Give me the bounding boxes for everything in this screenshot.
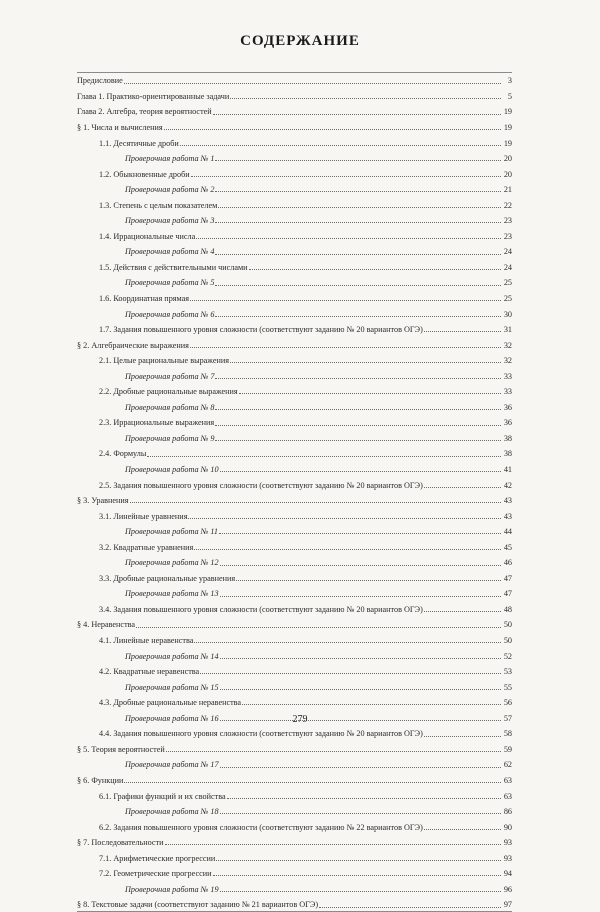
toc-entry-label: 1.3. Степень с целым показателем [99,200,218,210]
toc-entry-label: 6.1. Графики функций и их свойства [99,791,226,801]
dot-leader [166,750,501,752]
dot-leader [220,657,501,659]
toc-entry-label: 4.3. Дробные рациональные неравенства [99,698,242,708]
toc-entry [77,864,512,880]
toc-entry-label: 3.2. Квадратные уравнения [99,542,194,552]
toc-entry-label: 4.1. Линейные неравенства [99,636,194,646]
toc-entry [77,491,512,507]
toc-entry [77,693,512,709]
toc-entry-page: 31 [503,325,512,335]
dot-leader [215,159,501,161]
toc-entry-label: Проверочная работа № 9 [125,433,215,443]
toc-entry [77,771,512,787]
toc-entry-label: 2.3. Иррациональные выражения [99,418,215,428]
toc-entry-label: 1.4. Иррациональные числа [99,231,196,241]
toc-entry-label: Проверочная работа № 11 [125,527,218,537]
toc-entry [77,258,512,274]
toc-entry-label: 1.2. Обыкновенные дроби [99,169,190,179]
dot-leader [424,330,501,332]
toc-entry [77,569,512,585]
dot-leader [218,206,501,208]
toc-entry-label: Проверочная работа № 14 [125,651,219,661]
dot-leader [215,190,501,192]
toc-entry-work [77,802,512,818]
toc-entry [77,537,512,553]
toc-entry-page: 50 [503,636,512,646]
toc-entry-label: Глава 1. Практико-ориентированные задачи [77,91,230,101]
dot-leader [220,766,501,768]
toc-entry-page: 21 [503,185,512,195]
toc-entry-label: Глава 2. Алгебра, теория вероятностей [77,107,212,117]
dot-leader [200,672,501,674]
toc-entry-work [77,180,512,196]
dot-leader [136,626,501,628]
dot-leader [249,268,501,270]
toc-entry-page: 22 [503,200,512,210]
dot-leader [190,299,501,301]
toc-entry-work [77,460,512,476]
toc-entry-page: 90 [503,822,512,832]
toc-entry-work [77,273,512,289]
toc-entry-page: 55 [503,682,512,692]
toc-entry [77,740,512,756]
toc-entry [77,506,512,522]
toc-entry [77,413,512,429]
toc-entry [77,102,512,118]
toc-entry-page: 52 [503,651,512,661]
dot-leader [188,517,501,519]
toc-entry-label: Проверочная работа № 6 [125,309,215,319]
toc-entry-label: Проверочная работа № 16 [125,713,219,723]
toc-entry-work [77,211,512,227]
toc-entry-label: Проверочная работа № 4 [125,247,215,257]
toc-entry-page: 97 [503,900,512,910]
dot-leader [194,641,501,643]
dot-leader [219,532,501,534]
toc-entry-page: 63 [503,791,512,801]
toc-entry [77,786,512,802]
toc-entry-label: Проверочная работа № 5 [125,278,215,288]
toc-entry-work [77,242,512,258]
toc-entry-label: 7.1. Арифметические прогрессии [99,853,216,863]
toc-entry-page: 57 [503,713,512,723]
toc-entry-page: 43 [503,511,512,521]
toc-entry-page: 33 [503,371,512,381]
toc-entry-label: 3.3. Дробные рациональные уравнения [99,573,236,583]
toc-entry-label: 1.7. Задания повышенного уровня сложности (соответствуют заданию № 20 вариантов ОГЭ) [99,325,423,335]
dot-leader [236,579,501,581]
toc-entry-label: Проверочная работа № 1 [125,154,215,164]
dot-leader [213,874,502,876]
toc-entry-page: 38 [503,433,512,443]
toc-entry-page: 93 [503,853,512,863]
toc-entry-page: 20 [503,169,512,179]
toc-entry-label: § 3. Уравнения [77,496,129,506]
toc-entry-page: 44 [503,527,512,537]
toc-entry-page: 96 [503,884,512,894]
dot-leader [220,564,501,566]
toc-entry [77,320,512,336]
toc-entry [77,351,512,367]
toc-entry [77,817,512,833]
toc-entry-page: 48 [503,604,512,614]
dot-leader [424,610,501,612]
table-of-contents [77,71,512,911]
toc-entry-label: Предисловие [77,76,123,86]
toc-entry [77,895,512,911]
toc-entry-page: 86 [503,807,512,817]
dot-leader [124,82,501,84]
toc-entry-label: 3.4. Задания повышенного уровня сложности (соответствуют заданию № 20 вариантов ОГЭ) [99,604,423,614]
toc-entry-work [77,677,512,693]
dot-leader [124,781,501,783]
dot-leader [213,113,501,115]
dot-leader [220,470,501,472]
toc-entry-page: 36 [503,402,512,412]
toc-entry [77,87,512,103]
dot-leader [194,548,501,550]
dot-leader [230,361,501,363]
toc-entry-work [77,397,512,413]
toc-entry-page: 32 [503,356,512,366]
toc-entry-page: 53 [503,667,512,677]
toc-entry-label: 2.2. Дробные рациональные выражения [99,387,238,397]
dot-leader [180,144,501,146]
toc-entry-label: 4.4. Задания повышенного уровня сложности (соответствуют заданию № 20 вариантов ОГЭ) [99,729,423,739]
toc-entry [77,615,512,631]
toc-entry-page: 25 [503,294,512,303]
toc-entry-page: 19 [503,138,512,148]
toc-entry-work [77,304,512,320]
toc-entry-page: 43 [503,496,512,506]
toc-entry-page: 19 [503,122,512,132]
toc-entry-page: 47 [503,589,512,599]
dot-leader [220,595,501,597]
toc-entry-label: 6.2. Задания повышенного уровня сложности (соответствуют заданию № 22 вариантов ОГЭ) [99,822,423,832]
toc-entry [77,600,512,616]
toc-entry-label: § 2. Алгебраические выражения [77,340,189,350]
toc-entry-label: Проверочная работа № 7 [125,371,215,381]
toc-entry-work [77,584,512,600]
toc-entry-page: 47 [503,573,512,583]
toc-entry-work [77,755,512,771]
toc-entry-work [77,646,512,662]
toc-entry [77,848,512,864]
toc-entry-page: 56 [503,698,512,708]
toc-entry-page: 42 [503,480,512,490]
toc-entry-page: 41 [503,465,512,475]
toc-entry-page: 46 [503,558,512,568]
toc-entry-page: 23 [503,231,512,241]
dot-leader [220,812,501,814]
dot-leader [424,828,501,830]
toc-entry [77,382,512,398]
toc-entry-label: Проверочная работа № 18 [125,807,219,817]
toc-entry-page: 5 [507,91,512,101]
toc-entry-page: 38 [503,449,512,459]
toc-entry-work [77,366,512,382]
toc-entry-page: 59 [503,744,512,754]
toc-entry [77,833,512,849]
toc-entry-label: 1.1. Десятичные дроби [99,138,179,148]
toc-entry-page: 30 [503,309,512,319]
toc-entry-label: Проверочная работа № 2 [125,185,215,195]
dot-leader [215,253,501,255]
toc-entry-page: 50 [503,620,512,630]
toc-entry-page: 62 [503,760,512,770]
dot-leader [215,315,501,317]
dot-leader [242,703,501,705]
toc-entry-label: Проверочная работа № 19 [125,884,219,894]
toc-entry-work [77,149,512,165]
toc-entry [77,164,512,180]
toc-entry-page: 25 [503,278,512,288]
dot-leader [216,859,501,861]
dot-leader [165,843,501,845]
toc-entry-page: 45 [503,542,512,552]
toc-entry-page: 20 [503,154,512,164]
toc-entry [77,226,512,242]
toc-entry-work [77,879,512,895]
toc-entry-page: 33 [503,387,512,397]
dot-leader [215,408,501,410]
toc-entry [77,71,512,87]
toc-entry-work [77,553,512,569]
dot-leader [196,237,501,239]
dot-leader [220,890,501,892]
toc-entry-work [77,429,512,445]
toc-entry-label: Проверочная работа № 8 [125,402,215,412]
toc-entry-label: § 5. Теория вероятностей [77,744,165,754]
toc-entry-page: 19 [503,107,512,117]
toc-entry-page: 24 [503,247,512,257]
toc-entry-page: 36 [503,418,512,428]
toc-entry-label: § 6. Функции [77,775,124,785]
toc-entry [77,631,512,647]
dot-leader [230,97,501,99]
toc-entry-page: 24 [503,262,512,272]
toc-entry-label: Проверочная работа № 3 [125,216,215,226]
dot-leader [215,221,501,223]
dot-leader [215,284,501,286]
toc-entry-label: Проверочная работа № 17 [125,760,219,770]
toc-entry-label: 1.6. Координатная прямая [99,294,190,303]
toc-entry-page: 94 [503,869,512,879]
toc-entry-label: 3.1. Линейные уравнения [99,511,188,521]
dot-leader [215,439,501,441]
toc-entry-label: § 1. Числа и вычисления [77,122,163,132]
toc-entry [77,118,512,134]
dot-leader [220,688,501,690]
toc-entry-label: Проверочная работа № 12 [125,558,219,568]
toc-entry-label: § 4. Неравенства [77,620,136,630]
toc-entry [77,724,512,740]
toc-entry-label: Проверочная работа № 10 [125,465,219,475]
toc-entry-page: 63 [503,775,512,785]
dot-leader [319,906,501,908]
toc-entry [77,444,512,460]
dot-leader [191,175,501,177]
toc-entry-label: Проверочная работа № 15 [125,682,219,692]
toc-entry-page: 93 [503,838,512,848]
dot-leader [190,346,501,348]
dot-leader [424,735,501,737]
page-number: 279 [292,714,308,725]
dot-leader [147,455,501,457]
toc-entry-page: 58 [503,729,512,739]
dot-leader [215,377,501,379]
toc-entry [77,289,512,305]
toc-entry-page: 32 [503,340,512,350]
toc-entry-label: § 7. Последовательности [77,838,164,848]
toc-entry-label: Проверочная работа № 13 [125,589,219,599]
toc-entry [77,475,512,491]
dot-leader [227,797,501,799]
toc-entry-label: 4.2. Квадратные неравенства [99,667,200,677]
toc-entry-label: 2.4. Формулы [99,449,147,459]
dot-leader [424,486,501,488]
toc-entry-label: 1.5. Действия с действительными числами [99,262,248,272]
toc-entry [77,195,512,211]
toc-entry [77,133,512,149]
toc-entry-work [77,522,512,538]
page-title: СОДЕРЖАНИЕ [240,33,360,49]
dot-leader [164,128,501,130]
toc-entry-label: 7.2. Геометрические прогрессии [99,869,212,879]
dot-leader [215,424,501,426]
toc-entry-label: § 8. Текстовые задачи (соответствуют заданию № 21 вариантов ОГЭ) [77,900,319,910]
toc-entry [77,662,512,678]
toc-entry-label: 2.1. Целые рациональные выражения [99,356,230,366]
toc-entry [77,335,512,351]
toc-entry-label: 2.5. Задания повышенного уровня сложности (соответствуют заданию № 20 вариантов ОГЭ) [99,480,423,490]
toc-entry-page: 23 [503,216,512,226]
dot-leader [130,501,501,503]
toc-entry-page: 3 [507,76,512,86]
dot-leader [239,392,501,394]
